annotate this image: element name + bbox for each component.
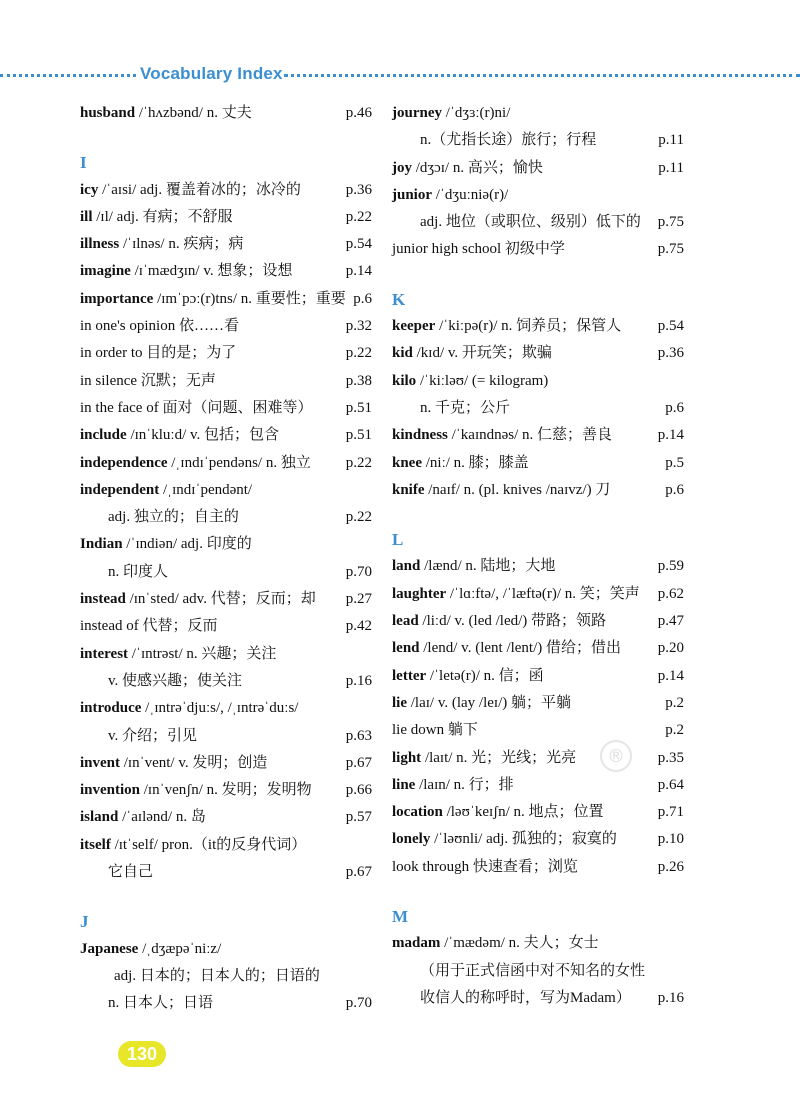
page-reference: p.26 (657, 858, 684, 875)
vocab-entry (392, 772, 684, 799)
page-reference: p.70 (345, 995, 372, 1012)
page-reference: p.27 (345, 591, 372, 608)
page-reference: p.2 (665, 694, 684, 711)
vocab-entry (392, 313, 684, 340)
page-reference: p.2 (665, 722, 684, 739)
entry-text: junior high school 初级中学 (392, 241, 565, 258)
vocab-entry (80, 936, 372, 963)
letter-label: I (80, 153, 87, 173)
entry-text: independence /ˌɪndɪˈpendəns/ n. 独立 (80, 454, 311, 471)
vocab-entry (392, 450, 684, 477)
vocab-entry (80, 750, 372, 777)
entry-text: madam /ˈmædəm/ n. 夫人；女士 (392, 935, 599, 952)
vocab-entry-continuation (392, 985, 684, 1012)
entry-text: interest /ˈɪntrəst/ n. 兴趣；关注 (80, 645, 277, 662)
headword: invention (80, 782, 141, 799)
entry-text: v. 介绍；引见 (108, 727, 198, 744)
entry-text: kid /kɪd/ v. 开玩笑；欺骗 (392, 345, 552, 362)
vocab-entry (80, 340, 372, 367)
vocab-entry (392, 690, 684, 717)
section-letter (80, 908, 372, 935)
entry-text: lonely /ˈləʊnli/ adj. 孤独的；寂寞的 (392, 831, 617, 848)
section-letter (392, 526, 684, 553)
page-number: 130 (118, 1041, 166, 1067)
headword: island (80, 809, 119, 826)
entry-text: line /laɪn/ n. 行；排 (392, 776, 514, 793)
headword: introduce (80, 700, 142, 717)
page-reference: p.63 (345, 727, 372, 744)
vocab-entry (392, 608, 684, 635)
entry-text: adj. 独立的；自主的 (108, 509, 239, 526)
page-reference: p.36 (657, 345, 684, 362)
entry-text: n.（尤指长途）旅行；行程 (420, 132, 597, 149)
page-reference: p.57 (345, 809, 372, 826)
headword: laughter (392, 585, 447, 602)
page-reference: p.47 (657, 613, 684, 630)
vocab-entry (80, 695, 372, 722)
vocab-entry (392, 553, 684, 580)
right-column (392, 100, 684, 1012)
page-reference: p.14 (657, 427, 684, 444)
entry-text: land /lænd/ n. 陆地；大地 (392, 558, 556, 575)
headword: lead (392, 613, 419, 630)
page-reference: p.11 (658, 132, 684, 149)
entry-text: kilo /ˈkiːləʊ/ (= kilogram) (392, 372, 549, 389)
page-reference: p.11 (658, 159, 684, 176)
vocab-entry (392, 745, 684, 772)
page-reference: p.75 (657, 214, 684, 231)
entry-text: itself /ɪtˈself/ pron.（it的反身代词） (80, 836, 307, 853)
vocab-entry (80, 258, 372, 285)
headword: location (392, 804, 443, 821)
entry-text: knee /niː/ n. 膝；膝盖 (392, 454, 529, 471)
vocab-entry-continuation (80, 668, 372, 695)
entry-text: journey /ˈdʒɜː(r)ni/ (392, 105, 511, 121)
vocab-entry (80, 586, 372, 613)
page-reference: p.75 (657, 241, 684, 258)
vocab-entry (392, 930, 684, 957)
page-reference: p.22 (345, 208, 372, 225)
headword: Japanese (80, 940, 139, 957)
headword: invent (80, 754, 121, 771)
headword: madam (392, 935, 441, 952)
entry-text: adj. 地位（或职位、级别）低下的 (420, 214, 641, 231)
page-reference: p.14 (657, 667, 684, 684)
entry-text: lead /liːd/ v. (led /led/) 带路；领路 (392, 613, 607, 630)
vocab-entry (80, 204, 372, 231)
entry-text: husband /ˈhʌzbənd/ n. 丈夫 (80, 105, 252, 121)
page-reference: p.66 (345, 782, 372, 799)
vocab-entry (392, 581, 684, 608)
entry-text: look through 快速查看；浏览 (392, 858, 578, 875)
page-reference: p.5 (665, 454, 684, 471)
headword: line (392, 776, 416, 793)
vocab-entry-continuation (392, 127, 684, 154)
headword: ill (80, 208, 93, 225)
vocab-entry-continuation (80, 559, 372, 586)
entry-text: n. 日本人；日语 (108, 995, 214, 1012)
section-header (0, 62, 800, 90)
section-letter (392, 903, 684, 930)
vocab-entry (392, 663, 684, 690)
entry-text: joy /dʒɔɪ/ n. 高兴；愉快 (392, 159, 543, 176)
entry-text: junior /ˈdʒuːniə(r)/ (392, 186, 509, 203)
vocab-entry (392, 635, 684, 662)
headword: joy (392, 159, 412, 176)
headword: include (80, 427, 127, 444)
vocab-entry (80, 313, 372, 340)
vocab-entry (392, 717, 684, 744)
vocab-entry (392, 182, 684, 209)
header-dotted-rule-right (284, 74, 800, 77)
entry-text: ill /ɪl/ adj. 有病；不舒服 (80, 208, 233, 225)
page-reference: p.64 (657, 776, 684, 793)
vocab-entry-continuation (392, 209, 684, 236)
headword: lend (392, 640, 420, 657)
headword: independence (80, 454, 168, 471)
page-reference: p.22 (345, 454, 372, 471)
entry-text: in one's opinion 依……看 (80, 318, 239, 335)
entry-text: in order to 目的是；为了 (80, 345, 237, 362)
page-reference: p.14 (345, 263, 372, 280)
letter-label: M (392, 907, 409, 927)
entry-text: 它自己 (108, 864, 154, 881)
entry-text: illness /ˈɪlnəs/ n. 疾病；病 (80, 236, 244, 253)
page-reference: p.6 (665, 399, 684, 416)
entry-text: lend /lend/ v. (lent /lent/) 借给；借出 (392, 640, 622, 657)
page-reference: p.22 (345, 509, 372, 526)
vocab-entry (80, 613, 372, 640)
page-reference: p.59 (657, 558, 684, 575)
vocab-entry (392, 422, 684, 449)
vocab-entry (80, 395, 372, 422)
vocab-entry (392, 155, 684, 182)
vocab-entry-continuation (80, 859, 372, 886)
vocab-entry (392, 826, 684, 853)
entry-text: light /laɪt/ n. 光；光线；光亮 (392, 749, 577, 766)
headword: husband (80, 105, 136, 121)
section-letter (80, 149, 372, 176)
entry-text: icy /ˈaɪsi/ adj. 覆盖着冰的；冰冷的 (80, 181, 301, 198)
entry-text: 收信人的称呼时，写为Madam） (420, 989, 631, 1006)
headword: kid (392, 345, 413, 362)
headword: instead (80, 591, 126, 608)
entry-text: letter /ˈletə(r)/ n. 信；函 (392, 667, 544, 684)
entry-text: laughter /ˈlɑːftə/, /ˈlæftə(r)/ n. 笑；笑声 (392, 585, 640, 602)
entry-text: kindness /ˈkaɪndnəs/ n. 仁慈；善良 (392, 427, 613, 444)
headword: illness (80, 236, 120, 253)
page-reference: p.71 (657, 804, 684, 821)
headword: land (392, 558, 421, 575)
page-reference: p.54 (345, 236, 372, 253)
vocab-entry (80, 531, 372, 558)
section-gap (392, 264, 684, 286)
page-reference: p.46 (345, 105, 372, 121)
page-reference: p.51 (345, 427, 372, 444)
registered-trademark-icon: ® (600, 740, 632, 772)
vocab-entry-continuation (392, 395, 684, 422)
letter-label: L (392, 530, 404, 550)
entry-text: invent /ɪnˈvent/ v. 发明；创造 (80, 754, 268, 771)
entry-text: location /ləʊˈkeɪʃn/ n. 地点；位置 (392, 804, 604, 821)
vocab-entry-continuation (80, 990, 372, 1017)
entry-text: （用于正式信函中对不知名的女性 (420, 962, 646, 979)
vocab-entry (80, 100, 372, 127)
headword: Indian (80, 536, 123, 553)
entry-text: invention /ɪnˈvenʃn/ n. 发明；发明物 (80, 782, 312, 799)
vocab-entry (80, 177, 372, 204)
headword: independent (80, 481, 160, 498)
entry-text: include /ɪnˈkluːd/ v. 包括；包含 (80, 427, 280, 444)
vocab-entry (392, 340, 684, 367)
vocab-entry (80, 804, 372, 831)
headword: kilo (392, 372, 417, 389)
page-reference: p.51 (345, 399, 372, 416)
entry-text: lie down 躺下 (392, 722, 478, 739)
page-reference: p.62 (657, 585, 684, 602)
vocab-entry (80, 477, 372, 504)
vocab-entry (392, 854, 684, 881)
headword: importance (80, 290, 154, 307)
letter-label: K (392, 289, 406, 309)
entry-text: lie /laɪ/ v. (lay /leɪ/) 躺；平躺 (392, 694, 571, 711)
headword: journey (392, 105, 442, 121)
entry-text: in silence 沉默；无声 (80, 372, 216, 389)
entry-text: imagine /ɪˈmædʒɪn/ v. 想象；设想 (80, 263, 293, 280)
headword: lie (392, 694, 407, 711)
header-title: Vocabulary Index (140, 64, 283, 83)
headword: keeper (392, 318, 436, 335)
vocab-entry (80, 286, 372, 313)
entry-text: introduce /ˌɪntrəˈdjuːs/, /ˌɪntrəˈduːs/ (80, 700, 299, 717)
page-reference: p.32 (345, 318, 372, 335)
page-reference: p.36 (345, 181, 372, 198)
page-reference: p.67 (345, 754, 372, 771)
vocab-entry-continuation (80, 963, 372, 990)
page-reference: p.70 (345, 563, 372, 580)
page-reference: p.20 (657, 640, 684, 657)
entry-text: island /ˈaɪlənd/ n. 岛 (80, 809, 206, 826)
entry-text: instead of 代替；反而 (80, 618, 218, 635)
page-reference: p.16 (657, 989, 684, 1006)
vocab-entry (392, 236, 684, 263)
entry-text: Indian /ˈɪndiən/ adj. 印度的 (80, 536, 252, 553)
page-reference: p.54 (657, 318, 684, 335)
headword: kindness (392, 427, 448, 444)
entry-text: independent /ˌɪndɪˈpendənt/ (80, 481, 253, 498)
headword: interest (80, 645, 129, 662)
headword: junior (392, 186, 433, 203)
headword: itself (80, 836, 111, 853)
vocab-entry-continuation (80, 723, 372, 750)
entry-text: adj. 日本的；日本人的；日语的 (114, 967, 320, 984)
entry-text: in the face of 面对（问题、困难等） (80, 399, 313, 416)
entry-text: v. 使感兴趣；使关注 (108, 672, 243, 689)
page-reference: p.35 (657, 749, 684, 766)
vocab-entry (80, 450, 372, 477)
entry-text: n. 千克；公斤 (420, 399, 511, 416)
vocab-entry-continuation (80, 504, 372, 531)
page-reference: p.10 (657, 831, 684, 848)
letter-label: J (80, 912, 89, 932)
page-reference: p.16 (345, 672, 372, 689)
left-column (80, 100, 372, 1018)
headword: lonely (392, 831, 431, 848)
section-gap (80, 127, 372, 149)
entry-text: importance /ɪmˈpɔː(r)tns/ n. 重要性；重要 (80, 290, 346, 307)
header-dotted-rule-left (0, 74, 136, 77)
headword: imagine (80, 263, 131, 280)
headword: light (392, 749, 422, 766)
page-reference: p.22 (345, 345, 372, 362)
entry-text: keeper /ˈkiːpə(r)/ n. 饲养员；保管人 (392, 318, 622, 335)
vocab-entry (392, 100, 684, 127)
entry-text: knife /naɪf/ n. (pl. knives /naɪvz/) 刀 (392, 481, 611, 498)
section-gap (392, 881, 684, 903)
page-reference: p.6 (353, 290, 372, 307)
section-letter (392, 286, 684, 313)
entry-text: Japanese /ˌdʒæpəˈniːz/ (80, 940, 222, 957)
headword: letter (392, 667, 427, 684)
vocab-entry (80, 422, 372, 449)
entry-text: instead /ɪnˈsted/ adv. 代替；反而；却 (80, 591, 316, 608)
vocab-entry (80, 641, 372, 668)
vocab-entry (80, 832, 372, 859)
page-reference: p.67 (345, 864, 372, 881)
vocab-entry (392, 477, 684, 504)
vocab-entry (392, 368, 684, 395)
headword: knee (392, 454, 422, 471)
vocab-entry (80, 231, 372, 258)
headword: icy (80, 181, 99, 198)
entry-text: n. 印度人 (108, 563, 169, 580)
section-gap (392, 504, 684, 526)
page-reference: p.42 (345, 618, 372, 635)
page-reference: p.38 (345, 372, 372, 389)
vocab-entry-continuation (392, 958, 684, 985)
headword: knife (392, 481, 425, 498)
section-gap (80, 886, 372, 908)
vocab-entry (392, 799, 684, 826)
vocab-entry (80, 777, 372, 804)
page-reference: p.6 (665, 481, 684, 498)
vocab-entry (80, 368, 372, 395)
